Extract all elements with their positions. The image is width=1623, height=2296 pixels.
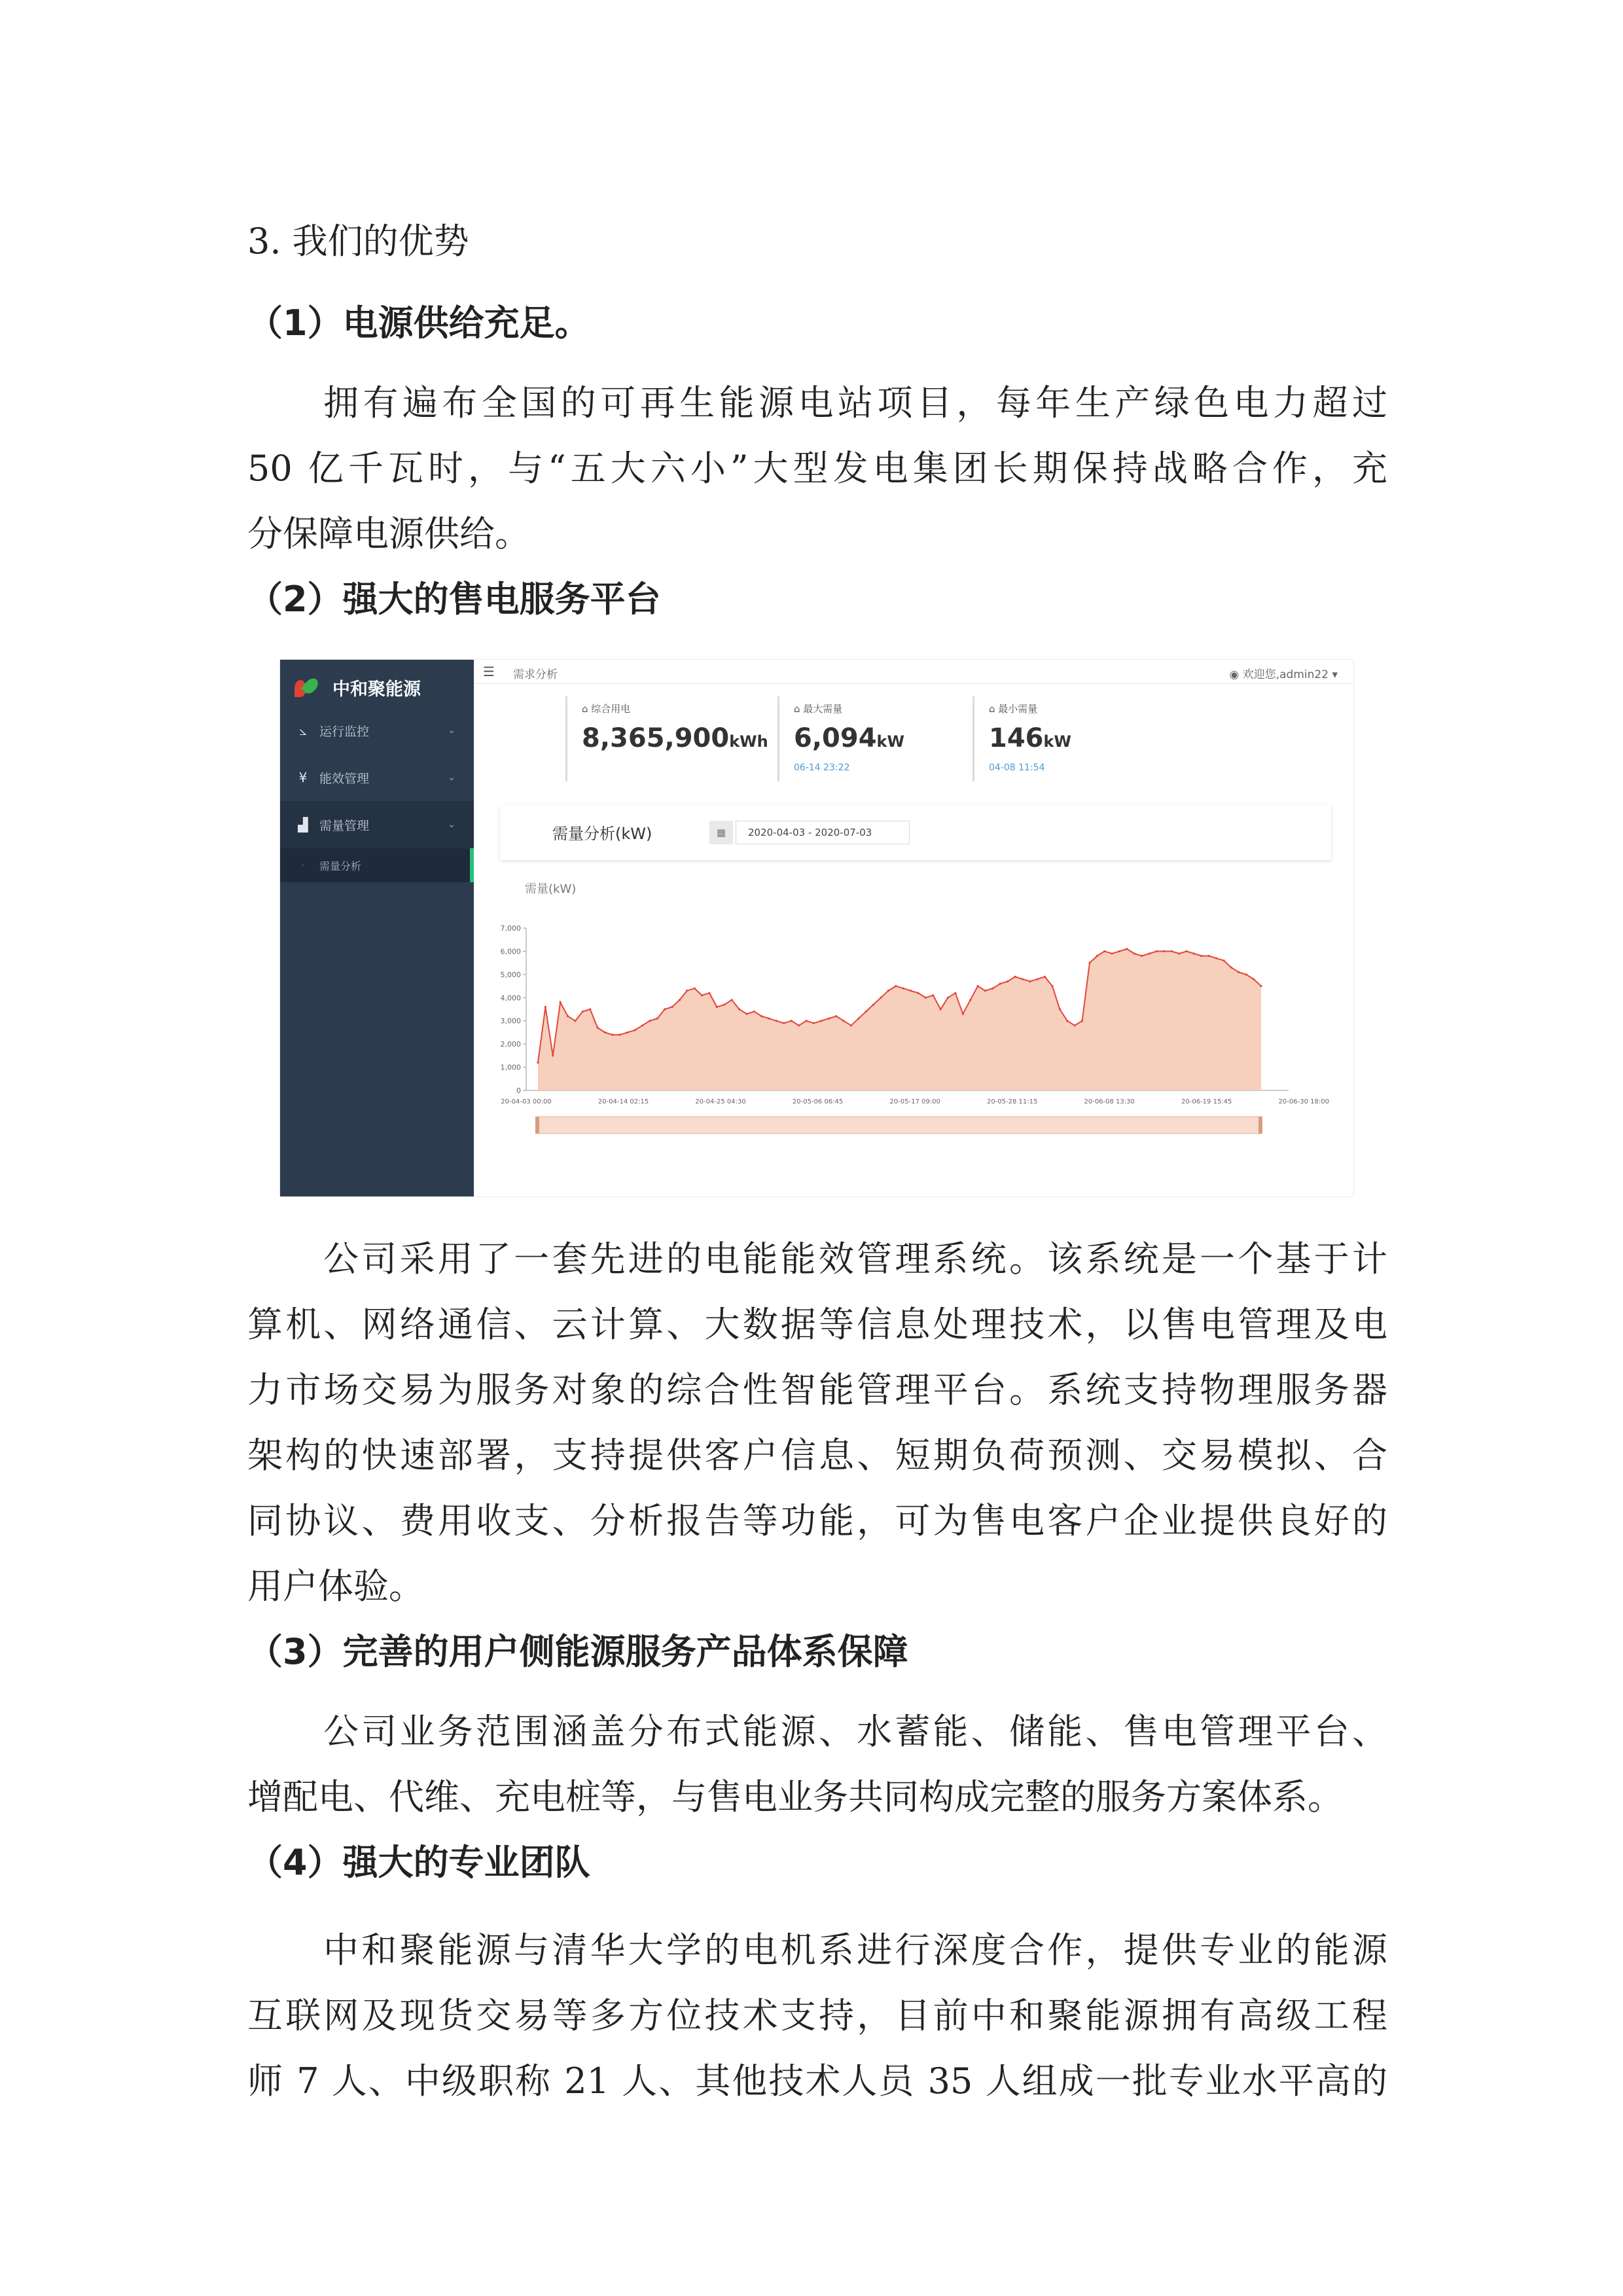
demand-point [626, 1031, 628, 1033]
demand-point [753, 1011, 755, 1013]
demand-point [1141, 955, 1143, 957]
stat-label: ⌂ 最大需量 [794, 703, 843, 715]
demand-point [671, 1006, 673, 1008]
sidebar-item-label: 需量管理 [319, 818, 370, 833]
y-tick-label: 1,000 [500, 1063, 521, 1072]
demand-point [969, 999, 971, 1001]
demand-point [999, 982, 1001, 984]
x-tick-label: 20-06-08 13:30 [1084, 1098, 1135, 1105]
demand-point [1014, 976, 1016, 978]
x-tick-label: 20-04-14 02:15 [597, 1098, 649, 1105]
menu-icon[interactable]: ☰ [483, 664, 495, 679]
stat-label: ⌂ 最小需量 [989, 703, 1038, 715]
logo-text: 中和聚能源 [332, 679, 421, 700]
paragraph-services-line-2: 增配电、代维、充电桩等，与售电业务共同构成完整的服务方案体系。 [247, 1776, 1343, 1818]
zoom-handle-left [535, 1117, 539, 1134]
home-icon: ⌂ [794, 703, 804, 715]
sidebar-item-demand[interactable] [280, 801, 474, 848]
demand-point [716, 1006, 718, 1008]
demand-point [723, 1003, 725, 1005]
demand-point [1103, 950, 1105, 952]
demand-point [902, 988, 904, 990]
demand-point [835, 1015, 837, 1017]
home-icon: ⌂ [582, 703, 592, 715]
logo-icon [294, 676, 323, 698]
chevron-down-icon: ⌄ [448, 819, 455, 830]
demand-point [1222, 960, 1224, 961]
demand-point [925, 997, 927, 999]
demand-point [977, 985, 979, 987]
yen-icon: ¥ [298, 770, 308, 785]
x-tick-label: 20-05-17 09:00 [889, 1098, 940, 1105]
demand-point [1037, 978, 1039, 980]
stat-date: 04-08 11:54 [989, 762, 1045, 773]
demand-point [1022, 978, 1024, 980]
demand-point [768, 1018, 770, 1020]
demand-point [940, 1008, 942, 1010]
zoom-slider [538, 1117, 1261, 1134]
demand-point [641, 1024, 643, 1026]
platform-screenshot [280, 660, 1353, 1196]
demand-point [582, 1011, 584, 1013]
heading-sales-platform: （2）强大的售电服务平台 [247, 579, 661, 620]
section-title: 3. 我们的优势 [247, 221, 469, 262]
demand-point [865, 1011, 867, 1013]
demand-point [619, 1033, 621, 1035]
chevron-down-icon: ⌄ [448, 772, 455, 783]
demand-point [745, 1013, 747, 1014]
paragraph-team-line-3: 师 7 人、中级职称 21 人、其他技术人员 35 人组成一批专业水平高的 [247, 2060, 1387, 2102]
demand-point [1044, 976, 1046, 978]
demand-point [850, 1024, 852, 1026]
demand-point [1059, 1008, 1061, 1010]
demand-analysis-panel [500, 805, 1331, 860]
stat-value: 146kW [989, 723, 1071, 753]
demand-point [589, 1008, 591, 1010]
demand-point [1007, 980, 1008, 982]
y-tick-label: 3,000 [500, 1016, 521, 1026]
demand-point [828, 1018, 830, 1020]
user-menu[interactable] [1229, 665, 1338, 681]
demand-point [947, 997, 949, 999]
demand-point [597, 1027, 599, 1029]
paragraph-team-line-1: 中和聚能源与清华大学的电机系进行深度合作，提供专业的能源 [323, 1929, 1387, 1971]
main-content [474, 660, 1353, 1196]
demand-point [806, 1020, 808, 1022]
x-tick-label: 20-05-06 06:45 [792, 1098, 844, 1105]
demand-point [649, 1020, 651, 1022]
stat-max-demand [777, 696, 964, 781]
demand-point [1245, 973, 1247, 975]
demand-point [962, 1013, 964, 1014]
x-tick-label: 20-06-19 15:45 [1181, 1098, 1232, 1105]
demand-point [1178, 952, 1180, 954]
demand-point [567, 1015, 569, 1017]
y-tick-label: 2,000 [500, 1040, 521, 1049]
demand-point [798, 1024, 800, 1026]
paragraph-platform-line-1: 公司采用了一套先进的电能能效管理系统。该系统是一个基于计 [323, 1238, 1387, 1280]
demand-point [1111, 952, 1113, 954]
bar-chart-icon: ▟ [298, 817, 308, 833]
stat-total-consumption [565, 696, 772, 781]
user-name: 欢迎您,admin22 [1242, 668, 1329, 681]
demand-point [910, 990, 912, 992]
stat-min-demand [972, 696, 1159, 781]
demand-point [1193, 952, 1195, 954]
stat-date: 06-14 23:22 [794, 762, 850, 773]
paragraph-platform-line-4: 架构的快速部署，支持提供客户信息、短期负荷预测、交易模拟、合 [247, 1435, 1387, 1476]
demand-point [1238, 971, 1240, 973]
y-tick-label: 0 [516, 1086, 521, 1095]
demand-point [1133, 952, 1135, 954]
demand-point [1185, 950, 1187, 952]
chevron-down-icon: ⌄ [448, 725, 455, 736]
paragraph-platform-line-5: 同协议、费用收支、分析报告等功能，可为售电客户企业提供良好的 [247, 1500, 1387, 1541]
demand-point [872, 1003, 874, 1005]
demand-point [604, 1031, 606, 1033]
demand-point [783, 1022, 785, 1024]
x-tick-label: 20-04-25 04:30 [695, 1098, 746, 1105]
demand-point [776, 1020, 777, 1022]
demand-point [1156, 950, 1158, 952]
demand-point [1253, 978, 1255, 980]
x-tick-label: 20-06-30 18:00 [1278, 1098, 1329, 1105]
home-icon: ⌂ [989, 703, 999, 715]
demand-point [1171, 950, 1173, 952]
stat-value: 8,365,900kWh [582, 723, 768, 753]
dot-icon: · [302, 861, 304, 870]
demand-point [1051, 985, 1053, 987]
demand-point [1029, 980, 1031, 982]
demand-point [694, 988, 696, 990]
sidebar [280, 660, 474, 1196]
demand-point [1066, 1020, 1068, 1022]
sidebar-subitem-demand-analysis[interactable] [280, 848, 474, 882]
stat-value: 6,094kW [794, 723, 904, 753]
paragraph-platform-line-2: 算机、网络通信、云计算、大数据等信息处理技术，以售电管理及电 [247, 1304, 1387, 1345]
calendar-icon[interactable]: ▦ [709, 821, 733, 844]
paragraph-platform-line-6: 用户体验。 [247, 1566, 424, 1607]
heading-power-supply: （1）电源供给充足。 [247, 302, 590, 344]
date-range-input[interactable]: 2020-04-03 - 2020-07-03 [736, 821, 910, 844]
sidebar-item-label: 运行监控 [319, 724, 370, 739]
paragraph-services-line-1: 公司业务范围涵盖分布式能源、水蓄能、储能、售电管理平台、 [323, 1711, 1387, 1752]
demand-point [887, 990, 889, 992]
demand-point [917, 992, 919, 994]
demand-area [538, 949, 1261, 1090]
demand-point [1230, 967, 1232, 969]
demand-point [991, 988, 993, 990]
paragraph-platform-line-3: 力市场交易为服务对象的综合性智能管理平台。系统支持物理服务器 [247, 1369, 1387, 1410]
zoom-handle-right [1258, 1117, 1262, 1134]
demand-point [932, 994, 934, 996]
demand-point [1096, 955, 1098, 957]
stat-label: ⌂ 综合用电 [582, 703, 631, 715]
demand-point [544, 1006, 546, 1008]
demand-point [813, 1022, 815, 1024]
paragraph-team-line-2: 互联网及现货交易等多方位技术支持，目前中和聚能源拥有高级工程 [247, 1995, 1387, 2036]
top-bar [474, 660, 1353, 684]
sidebar-item-monitoring[interactable] [280, 707, 474, 754]
paragraph-power-supply-line-2: 50 亿千瓦时，与“五大六小”大型发电集团长期保持战略合作，充 [247, 448, 1387, 489]
panel-title: 需量分析(kW) [552, 825, 652, 843]
demand-point [1149, 952, 1150, 954]
demand-point [731, 999, 733, 1001]
demand-point [701, 994, 703, 996]
demand-point [880, 997, 882, 999]
sidebar-subitem-label: 需量分析 [319, 859, 362, 872]
demand-point [633, 1029, 635, 1031]
demand-point [738, 1008, 740, 1010]
demand-point [537, 1062, 539, 1064]
demand-point [552, 1054, 554, 1056]
heading-service-products: （3）完善的用户侧能源服务产品体系保障 [247, 1631, 908, 1672]
demand-point [1208, 955, 1210, 957]
demand-point [656, 1018, 658, 1020]
paragraph-power-supply-line-3: 分保障电源供给。 [247, 513, 530, 554]
demand-point [760, 1015, 762, 1017]
demand-point [1260, 985, 1262, 987]
demand-chart [474, 902, 1353, 1190]
demand-point [560, 1001, 562, 1003]
y-tick-label: 5,000 [500, 970, 521, 979]
demand-point [954, 992, 956, 994]
demand-point [679, 999, 681, 1001]
demand-point [611, 1033, 613, 1035]
demand-point [820, 1020, 822, 1022]
logo [294, 673, 421, 702]
demand-point [1126, 948, 1128, 950]
sidebar-item-label: 能效管理 [319, 771, 370, 786]
caret-down-icon: ▾ [1332, 668, 1338, 681]
user-icon: ◉ [1229, 668, 1243, 681]
demand-point [1200, 955, 1202, 957]
demand-point [857, 1018, 859, 1020]
demand-point [1118, 950, 1120, 952]
demand-point [1215, 957, 1217, 959]
breadcrumb: 需求分析 [513, 668, 558, 681]
demand-point [842, 1020, 844, 1022]
demand-point [708, 992, 710, 994]
y-tick-label: 7,000 [500, 924, 521, 933]
y-tick-label: 6,000 [500, 947, 521, 956]
demand-point [984, 990, 986, 992]
chart-y-label: 需量(kW) [525, 882, 577, 896]
demand-point [895, 985, 897, 987]
x-tick-label: 20-05-28 11:15 [986, 1098, 1038, 1105]
paragraph-power-supply-line-1: 拥有遍布全国的可再生能源电站项目，每年生产绿色电力超过 [323, 382, 1387, 423]
demand-point [1163, 950, 1165, 952]
y-tick-label: 4,000 [500, 994, 521, 1003]
demand-point [1074, 1024, 1076, 1026]
demand-point [1088, 962, 1090, 964]
demand-point [664, 1008, 666, 1010]
heading-team: （4）强大的专业团队 [247, 1842, 590, 1883]
demand-point [1081, 1020, 1083, 1022]
sidebar-item-efficiency[interactable] [280, 754, 474, 801]
x-tick-label: 20-04-03 00:00 [501, 1098, 552, 1105]
chart-icon: ⦣ [299, 723, 307, 738]
demand-point [791, 1020, 793, 1022]
demand-point [574, 1020, 576, 1022]
demand-point [686, 990, 688, 992]
